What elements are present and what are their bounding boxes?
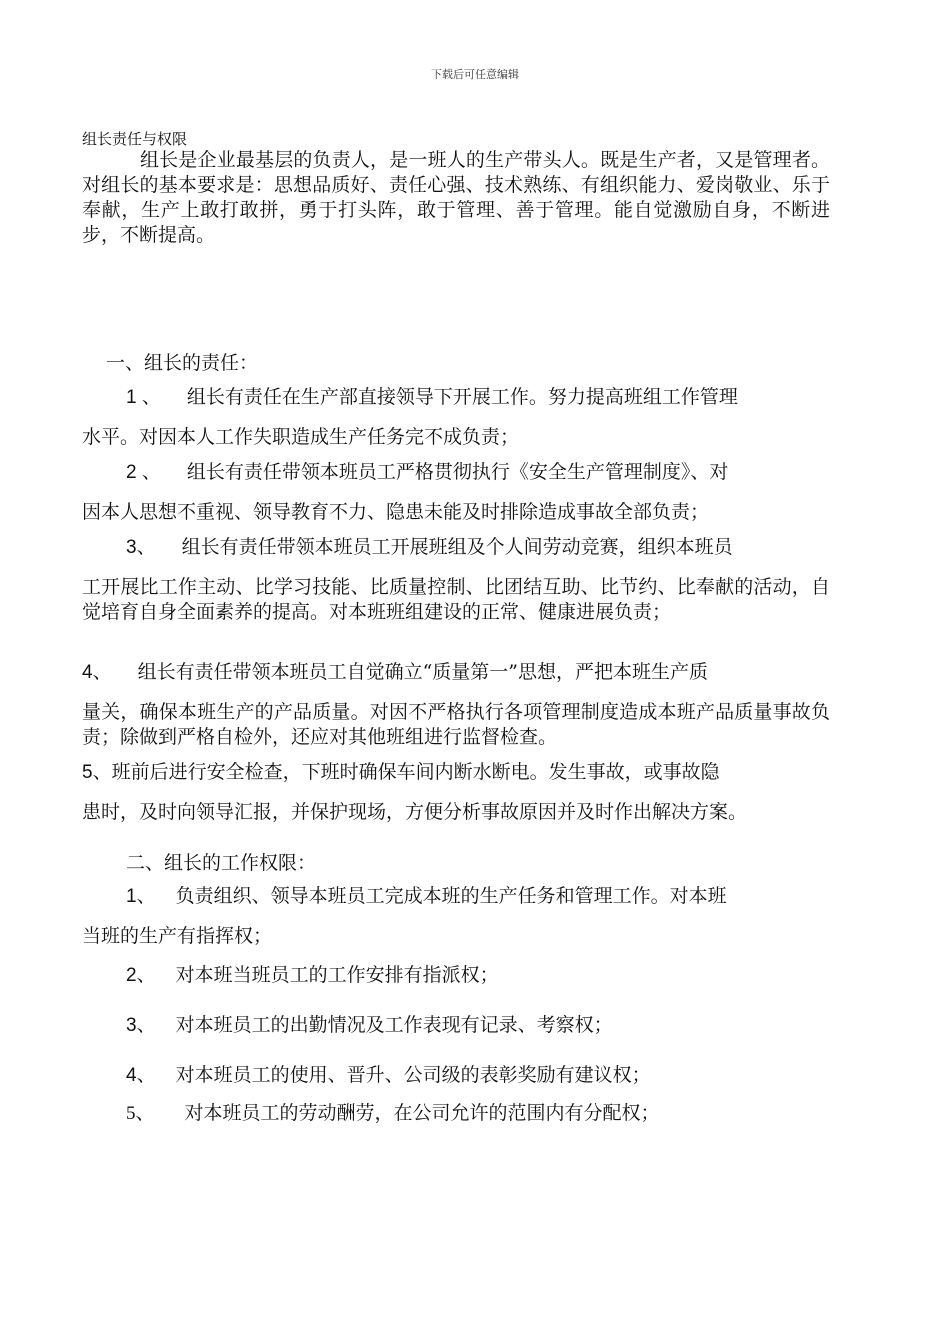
- header-note: 下载后可任意编辑: [431, 68, 519, 81]
- item-number: 3、: [126, 537, 156, 558]
- authority-item-1: [82, 884, 830, 949]
- item-number: 3、: [126, 1015, 156, 1036]
- item-number: 4、: [82, 662, 112, 683]
- responsibility-item-4: [82, 660, 830, 750]
- item-continuation: 量关，确保本班生产的产品质量。对因不严格执行各项管理制度造成本班产品质量事故负责；除做到严格自检外，还应对其他班组进行监督检查。: [82, 701, 830, 748]
- item-continuation: 工开展比工作主动、比学习技能、比质量控制、比团结互助、比节约、比奉献的活动，自觉培育自身全面素养的提高。对本班班组建设的正常、健康进展负责；: [82, 576, 830, 623]
- item-number: 2、: [126, 965, 156, 986]
- item-continuation: 当班的生产有指挥权；: [82, 925, 273, 947]
- item-continuation: 患时，及时向领导汇报，并保护现场，方便分析事故原因并及时作出解决方案。: [82, 801, 748, 823]
- responsibility-item-1: [82, 385, 830, 450]
- section-1-heading: 一、组长的责任：: [106, 352, 259, 374]
- item-continuation: 因本人思想不重视、领导教育不力、隐患未能及时排除造成事故全部负责；: [82, 501, 710, 523]
- item-number: 5、: [82, 762, 112, 783]
- item-first-line: 组长有责任带领本班员工自觉确立“质量第一”思想，严把本班生产质: [137, 661, 709, 683]
- item-text: 对本班员工的出勤情况及工作表现有记录、考察权；: [175, 1014, 613, 1036]
- item-first-line: 组长有责任带领本班员工开展班组及个人间劳动竞赛，组织本班员: [181, 536, 733, 558]
- item-continuation: 水平。对因本人工作失职造成生产任务完不成负责；: [82, 426, 520, 448]
- item-first-line: 组长有责任带领本班员工严格贯彻执行《安全生产管理制度》、对: [186, 461, 729, 483]
- item-first-line: 组长有责任在生产部直接领导下开展工作。努力提高班组工作管理: [186, 386, 738, 408]
- section-2-heading: 二、组长的工作权限：: [126, 852, 317, 874]
- authority-item-3: [126, 1010, 613, 1037]
- item-number: 2 、: [126, 462, 161, 483]
- authority-item-4: [126, 1060, 651, 1087]
- responsibility-item-5: [82, 760, 830, 825]
- item-text: 对本班员工的劳动酬劳，在公司允许的范围内有分配权；: [184, 1102, 660, 1124]
- responsibility-item-3: [82, 535, 830, 625]
- item-number: 1 、: [126, 387, 161, 408]
- item-first-line: 负责组织、领导本班员工完成本班的生产任务和管理工作。对本班: [175, 885, 727, 907]
- item-number: 5、: [126, 1103, 155, 1124]
- intro-paragraph: 组长是企业最基层的负责人，是一班人的生产带头人。既是生产者，又是管理者。对组长的基本要求是：思想品质好、责任心强、技术熟练、有组织能力、爱岗敬业、乐于奉献，生产上敢打敢拼，勇于打头阵，敢于管理、善于管理。能自觉激励自身，不断进步，不断提高。: [82, 149, 830, 246]
- document-title: 组长责任与权限: [82, 130, 188, 148]
- item-number: 4、: [126, 1065, 156, 1086]
- item-text: 对本班员工的使用、晋升、公司级的表彰奖励有建议权；: [175, 1064, 651, 1086]
- responsibility-item-2: [82, 460, 830, 525]
- item-first-line: 班前后进行安全检查，下班时确保车间内断水断电。发生事故，或事故隐: [111, 761, 720, 783]
- item-number: 1、: [126, 886, 156, 907]
- authority-item-2: [126, 960, 499, 987]
- item-text: 对本班当班员工的工作安排有指派权；: [175, 964, 499, 986]
- authority-item-5: [126, 1098, 660, 1125]
